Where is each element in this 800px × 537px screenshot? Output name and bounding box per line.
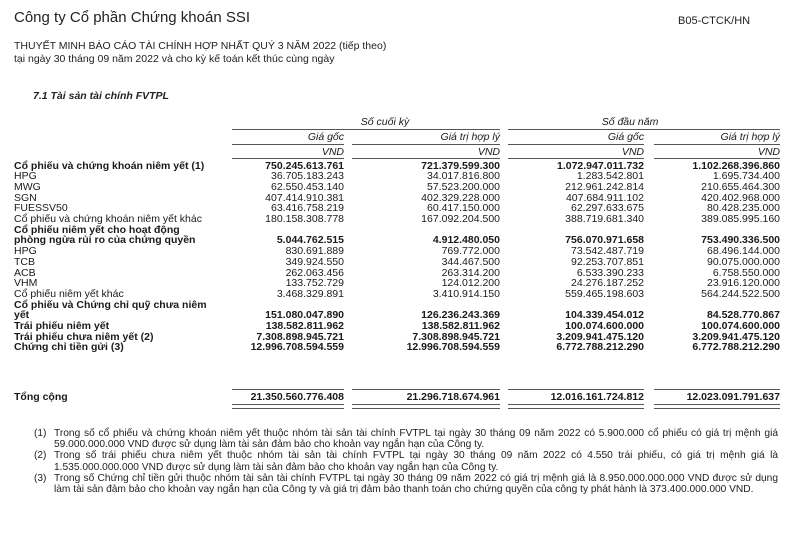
row-label-line: Trái phiếu chưa niêm yết (2) bbox=[14, 330, 154, 343]
unit-label: VND bbox=[621, 146, 644, 158]
divider bbox=[352, 144, 500, 145]
cell-value: 750.245.613.761 bbox=[265, 159, 344, 172]
divider bbox=[654, 158, 780, 159]
row-label-line: HPG bbox=[14, 245, 37, 258]
cell-value: 90.075.000.000 bbox=[707, 255, 780, 268]
report-title-line2: tại ngày 30 tháng 09 năm 2022 và cho kỳ kế toán kết thúc cùng ngày bbox=[14, 53, 335, 65]
col-header-cost-begin: Giá gốc bbox=[607, 131, 644, 143]
total-top-rule bbox=[654, 389, 780, 390]
cell-value: 6.533.390.233 bbox=[576, 266, 644, 279]
cell-value: 60.417.150.000 bbox=[427, 202, 500, 215]
row-label-line: yết bbox=[14, 309, 30, 322]
cell-value: 756.070.971.658 bbox=[565, 234, 644, 247]
row-label-line: Cổ phiếu và chứng khoán niêm yết (1) bbox=[14, 159, 205, 172]
row-label-line: Cổ phiếu niêm yết khác bbox=[14, 287, 124, 300]
report-title-line1: THUYẾT MINH BÁO CÁO TÀI CHÍNH HỢP NHẤT QUÝ 3 NĂM 2022 (tiếp theo) bbox=[14, 40, 387, 52]
cell-value: 753.490.336.500 bbox=[701, 234, 780, 247]
cell-value: 830.691.889 bbox=[285, 245, 344, 258]
total-cost-end: 21.350.560.776.408 bbox=[250, 391, 344, 403]
cell-value: 389.085.995.160 bbox=[701, 213, 780, 225]
cell-value: 34.017.816.800 bbox=[427, 170, 500, 183]
cell-value: 6.772.788.212.290 bbox=[556, 341, 644, 354]
cell-value: 180.158.308.778 bbox=[265, 213, 344, 225]
cell-value: 104.339.454.012 bbox=[565, 309, 644, 322]
footnotes bbox=[34, 428, 778, 495]
footnote bbox=[34, 473, 778, 495]
total-double-rule bbox=[508, 404, 644, 409]
footnote-text: Trong số trái phiếu chưa niêm yết thuộc nhóm tài sản tài chính FVTPL tại ngày 30 tháng 09 năm 2022 có 4.550 trái phiếu, có giá trị mệnh giá là 1.535.000.000.000 VND được sử dụng làm tài sản đảm bảo cho khoản vay ngắn hạn của Công ty. bbox=[54, 450, 778, 473]
footnote bbox=[34, 450, 778, 472]
footnote-text: Trong số cổ phiếu và chứng khoán niêm yết thuộc nhóm tài sản tài chính FVTPL tại ngày 30 tháng 09 năm 2022 có 5.900.000 cổ phiếu có giá trị mệnh giá 59.000.000.000 VND được sử dụng làm tài sản đảm bảo cho khoản vay ngắn hạn của Công ty. bbox=[54, 428, 778, 451]
footnote-number: (3) bbox=[34, 472, 47, 484]
company-name: Công ty Cổ phần Chứng khoán SSI bbox=[14, 9, 251, 26]
total-fair-end: 21.296.718.674.961 bbox=[406, 391, 500, 403]
cell-value: 721.379.599.300 bbox=[421, 159, 500, 172]
row-label-line: TCB bbox=[14, 255, 35, 268]
row-label-line: SGN bbox=[14, 191, 37, 204]
divider bbox=[352, 158, 500, 159]
cell-value: 24.276.187.252 bbox=[571, 277, 644, 290]
cell-value: 7.308.898.945.721 bbox=[412, 330, 500, 343]
divider bbox=[654, 144, 780, 145]
cell-value: 133.752.729 bbox=[285, 277, 344, 290]
row-label-line: FUESSV50 bbox=[14, 202, 68, 215]
row-label-line: Cổ phiếu và Chứng chỉ quỹ chưa niêm bbox=[14, 298, 207, 311]
row-label bbox=[14, 342, 124, 353]
unit-label: VND bbox=[477, 146, 500, 158]
cell-value: 73.542.487.719 bbox=[571, 245, 644, 258]
cell-value: 3.410.914.150 bbox=[432, 287, 500, 300]
cell-value: 407.684.911.102 bbox=[565, 191, 644, 204]
cell-value: 3.209.941.475.120 bbox=[556, 330, 644, 343]
col-header-fair-begin: Giá trị hợp lý bbox=[720, 131, 780, 143]
cell-value: 1.283.542.801 bbox=[576, 170, 644, 183]
form-code: B05-CTCK/HN bbox=[678, 15, 751, 27]
total-double-rule bbox=[654, 404, 780, 409]
row-label-line: MWG bbox=[14, 180, 41, 193]
cell-value: 23.916.120.000 bbox=[707, 277, 780, 290]
cell-value: 80.428.235.000 bbox=[707, 202, 780, 215]
cell-value: 559.465.198.603 bbox=[565, 287, 644, 300]
cell-value: 402.329.228.000 bbox=[421, 191, 500, 204]
cell-value: 4.912.480.050 bbox=[432, 234, 500, 247]
row-label bbox=[14, 300, 207, 321]
row-label bbox=[14, 289, 124, 300]
total-label: Tổng cộng bbox=[14, 391, 68, 403]
section-title: 7.1 Tài sản tài chính FVTPL bbox=[33, 90, 169, 102]
cell-value: 5.044.762.515 bbox=[276, 234, 344, 247]
cell-value: 1.072.947.011.732 bbox=[556, 159, 644, 172]
unit-label: VND bbox=[321, 146, 344, 158]
cell-value: 100.074.600.000 bbox=[701, 320, 780, 332]
cell-value: 262.063.456 bbox=[285, 266, 344, 279]
cell-value: 6.758.550.000 bbox=[712, 266, 780, 279]
cell-value: 57.523.200.000 bbox=[427, 180, 500, 193]
cell-value: 62.550.453.140 bbox=[271, 180, 344, 193]
cell-value: 6.772.788.212.290 bbox=[692, 341, 780, 354]
row-label-line: VHM bbox=[14, 277, 38, 290]
footnote-number: (1) bbox=[34, 428, 47, 439]
cell-value: 92.253.707.851 bbox=[571, 255, 644, 268]
cell-value: 407.414.910.381 bbox=[265, 191, 344, 204]
divider bbox=[508, 129, 780, 130]
row-label bbox=[14, 161, 204, 172]
footnote-text: Trong số Chứng chỉ tiền gửi thuộc nhóm tài sản tài chính FVTPL tại ngày 30 tháng 09 năm 2022 có giá trị mệnh giá là 8.950.000.000.000 VND được sử dụng làm tài sản đảm bảo cho khoản vay ngắn hạn của Công ty và giá trị đảm bảo thanh toán cho chứng quyền của công ty phát hành là 373.400.000.000 VND. bbox=[54, 472, 778, 496]
cell-value: 63.416.758.219 bbox=[271, 202, 344, 215]
cell-value: 1.102.268.396.860 bbox=[692, 159, 780, 172]
cell-value: 3.209.941.475.120 bbox=[692, 330, 780, 343]
cell-value: 126.236.243.369 bbox=[421, 309, 500, 322]
divider bbox=[508, 144, 644, 145]
cell-value: 210.655.464.300 bbox=[701, 180, 780, 193]
row-label-line: phòng ngừa rủi ro của chứng quyền bbox=[14, 234, 196, 247]
divider bbox=[232, 144, 344, 145]
cell-value: 100.074.600.000 bbox=[565, 320, 644, 332]
row-label-line: Cổ phiếu niêm yết cho hoạt động bbox=[14, 223, 180, 236]
cell-value: 36.705.183.243 bbox=[271, 170, 344, 183]
cell-value: 263.314.200 bbox=[441, 266, 500, 279]
total-double-rule bbox=[352, 404, 500, 409]
row-label bbox=[14, 257, 35, 268]
cell-value: 349.924.550 bbox=[285, 255, 344, 268]
row-label-line: Cổ phiếu và chứng khoán niêm yết khác bbox=[14, 213, 202, 225]
row-label-line: Trái phiếu niêm yết bbox=[14, 320, 110, 332]
cell-value: 344.467.500 bbox=[441, 255, 500, 268]
divider bbox=[232, 158, 344, 159]
cell-value: 138.582.811.962 bbox=[265, 320, 344, 332]
cell-value: 7.308.898.945.721 bbox=[256, 330, 344, 343]
cell-value: 151.080.047.890 bbox=[265, 309, 344, 322]
cell-value: 12.996.708.594.559 bbox=[250, 341, 344, 354]
unit-label: VND bbox=[757, 146, 780, 158]
group-header-begin-year: Số đầu năm bbox=[601, 116, 659, 128]
footnote-number: (2) bbox=[34, 450, 47, 462]
cell-value: 167.092.204.500 bbox=[421, 213, 500, 225]
group-header-end-period: Số cuối kỳ bbox=[360, 116, 410, 128]
cell-value: 138.582.811.962 bbox=[421, 320, 500, 332]
cell-value: 84.528.770.867 bbox=[707, 309, 780, 322]
row-label bbox=[14, 225, 195, 246]
cell-value: 564.244.522.500 bbox=[701, 287, 780, 300]
total-fair-begin: 12.023.091.791.637 bbox=[686, 391, 780, 403]
cell-value: 124.012.200 bbox=[441, 277, 500, 290]
cell-value: 212.961.242.814 bbox=[565, 180, 644, 193]
row-label bbox=[14, 182, 41, 193]
total-top-rule bbox=[232, 389, 344, 390]
cell-value: 62.297.633.675 bbox=[571, 202, 644, 215]
cell-value: 12.996.708.594.559 bbox=[406, 341, 500, 354]
total-cost-begin: 12.016.161.724.812 bbox=[550, 391, 644, 403]
row-label-line: ACB bbox=[14, 266, 36, 279]
cell-value: 420.402.968.000 bbox=[701, 191, 780, 204]
cell-value: 1.695.734.400 bbox=[712, 170, 780, 183]
col-header-fair-end: Giá trị hợp lý bbox=[440, 131, 500, 143]
footnote bbox=[34, 428, 778, 450]
divider bbox=[508, 158, 644, 159]
divider bbox=[232, 129, 500, 130]
cell-value: 3.468.329.891 bbox=[276, 287, 344, 300]
row-label-line: Chứng chỉ tiền gửi (3) bbox=[14, 341, 124, 354]
cell-value: 388.719.681.340 bbox=[565, 213, 644, 225]
cell-value: 68.496.144.000 bbox=[707, 245, 780, 258]
cell-value: 769.772.000 bbox=[441, 245, 500, 258]
total-top-rule bbox=[508, 389, 644, 390]
total-top-rule bbox=[352, 389, 500, 390]
col-header-cost-end: Giá gốc bbox=[307, 131, 344, 143]
row-label-line: HPG bbox=[14, 170, 37, 183]
report-subtitle bbox=[14, 40, 386, 66]
total-double-rule bbox=[232, 404, 344, 409]
